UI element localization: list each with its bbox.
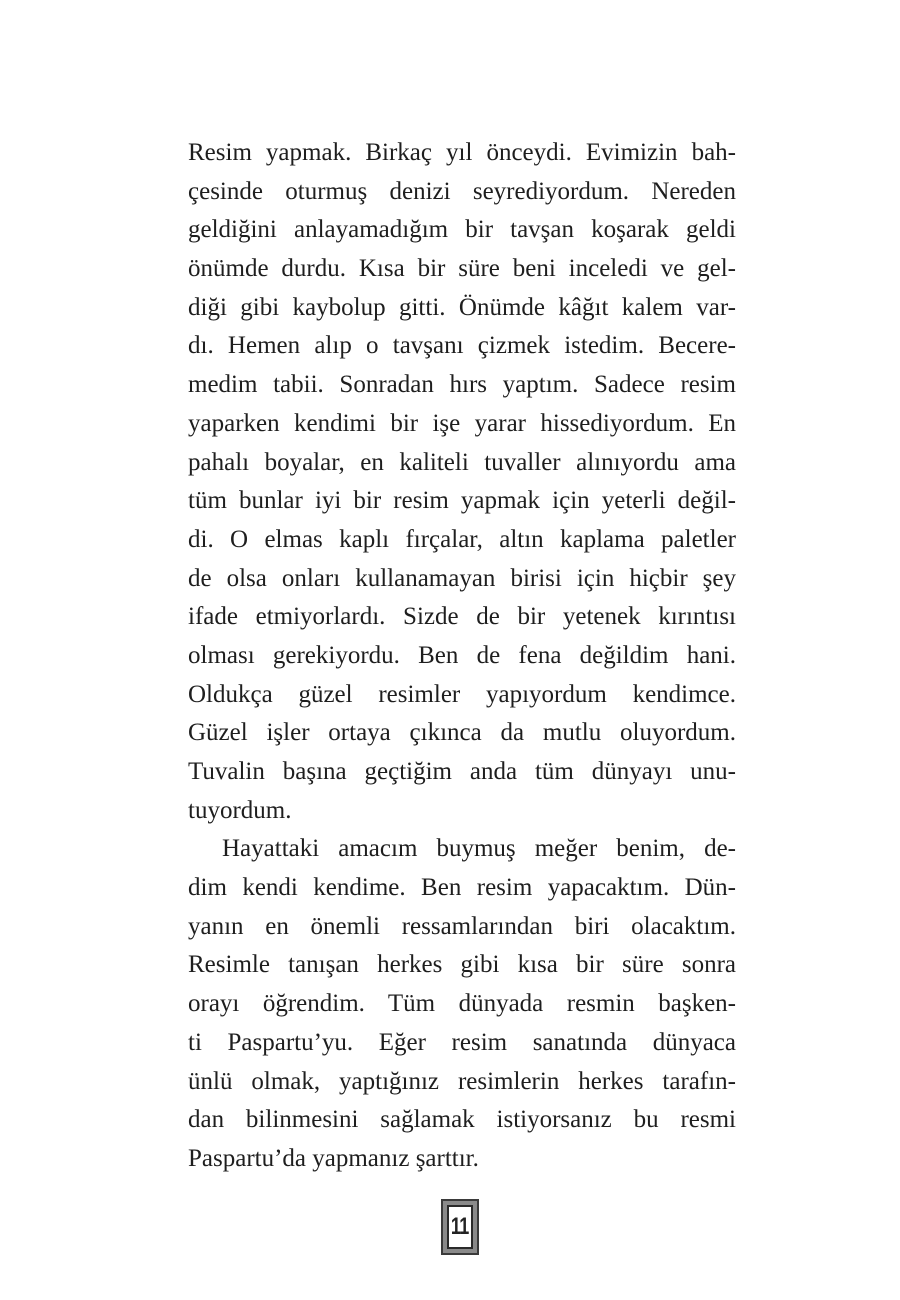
text-line: tüm bunlar iyi bir resim yapmak için yeterli değil- — [188, 487, 736, 515]
paragraph-2 — [188, 830, 736, 1178]
text-line: olması gerekiyordu. Ben de fena değildim hani. — [188, 641, 736, 669]
text-line: önümde durdu. Kısa bir süre beni inceledi ve gel- — [188, 255, 736, 283]
paragraph-1 — [188, 134, 736, 830]
body-text — [188, 134, 736, 1179]
text-line: diği gibi kaybolup gitti. Önümde kâğıt kalem var- — [188, 293, 736, 321]
text-line: ünlü olmak, yaptığınız resimlerin herkes tarafın- — [188, 1067, 736, 1095]
text-line: dan bilinmesini sağlamak istiyorsanız bu resmi — [188, 1106, 736, 1134]
page-number-frame — [441, 1199, 479, 1255]
text-line: di. O elmas kaplı fırçalar, altın kaplama paletler — [188, 525, 736, 553]
text-line: yaparken kendimi bir işe yarar hissediyordum. En — [188, 409, 736, 437]
text-line: Resim yapmak. Birkaç yıl önceydi. Evimizin bah- — [188, 139, 736, 166]
text-line: çesinde oturmuş denizi seyrediyordum. Nereden — [188, 177, 736, 205]
page-number-inner-frame — [447, 1205, 473, 1249]
text-line: Güzel işler ortaya çıkınca da mutlu oluyordum. — [188, 719, 736, 747]
text-line: orayı öğrendim. Tüm dünyada resmin başken- — [188, 990, 736, 1018]
text-line: Oldukça güzel resimler yapıyordum kendimce. — [188, 680, 736, 708]
text-line: de olsa onları kullanamayan birisi için hiçbir şey — [188, 564, 736, 592]
text-line: Paspartu’da yapmanız şarttır. — [188, 1144, 479, 1172]
text-line: pahalı boyalar, en kaliteli tuvaller alınıyordu ama — [188, 448, 736, 476]
text-line: dim kendi kendime. Ben resim yapacaktım. Dün- — [188, 874, 736, 902]
text-line: ifade etmiyorlardı. Sizde de bir yetenek kırıntısı — [188, 603, 736, 631]
text-line: ti Paspartu’yu. Eğer resim sanatında dünyaca — [188, 1028, 736, 1056]
text-line: yanın en önemli ressamlarından biri olacaktım. — [188, 912, 736, 940]
text-line: Hayattaki amacım buymuş meğer benim, de- — [222, 835, 736, 863]
text-line: tuyordum. — [188, 796, 292, 824]
text-line: dı. Hemen alıp o tavşanı çizmek istedim. Becere- — [188, 332, 736, 360]
page-number: 11 — [451, 1213, 469, 1240]
text-line: Tuvalin başına geçtiğim anda tüm dünyayı unu- — [188, 758, 736, 785]
text-line: medim tabii. Sonradan hırs yaptım. Sadece resim — [188, 371, 736, 399]
text-line: Resimle tanışan herkes gibi kısa bir süre sonra — [188, 951, 736, 979]
text-line: geldiğini anlayamadığım bir tavşan koşarak geldi — [188, 216, 736, 244]
